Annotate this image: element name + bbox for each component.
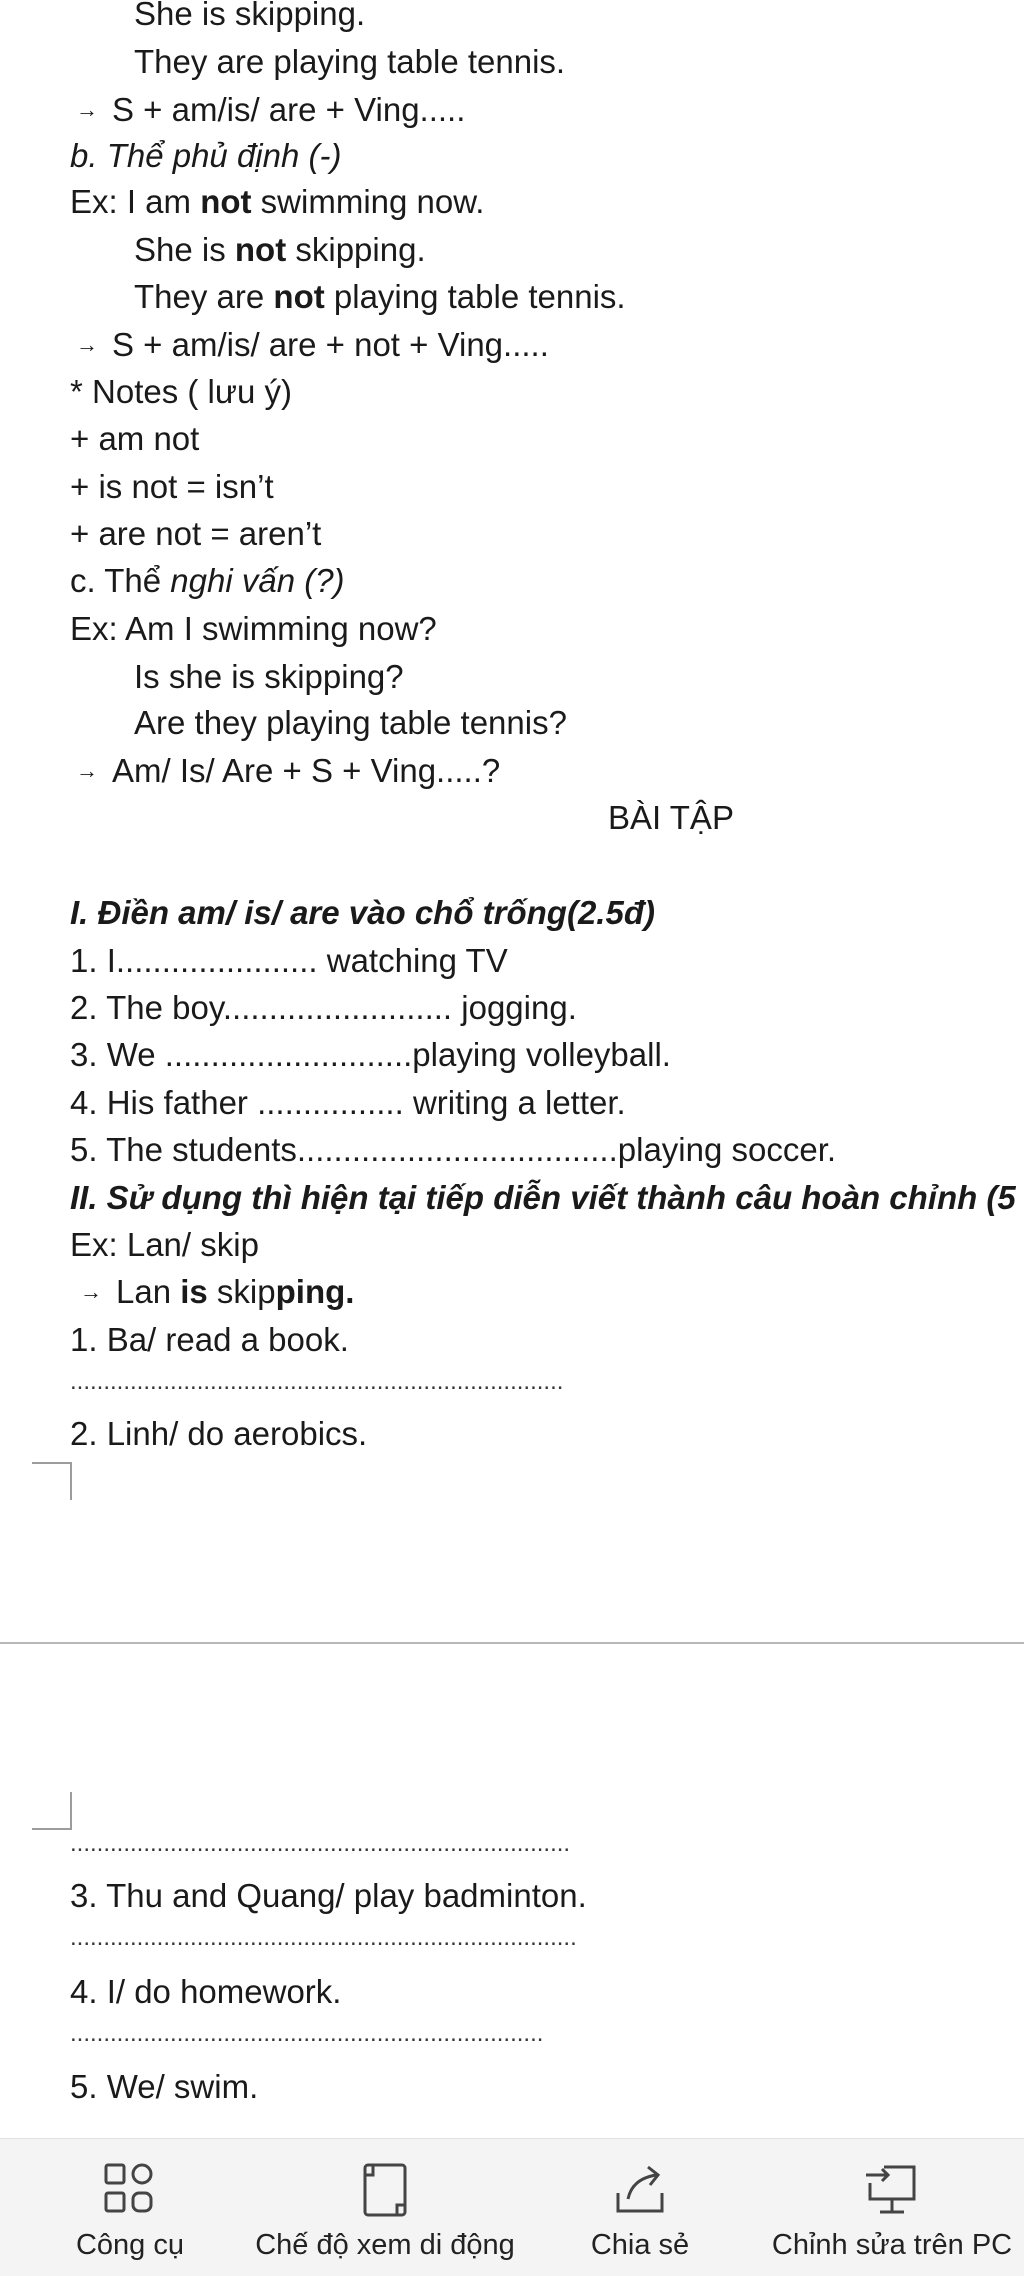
monitor-import-icon bbox=[862, 2159, 922, 2219]
question-item: 1. I...................... watching TV bbox=[70, 942, 508, 979]
question-item: 5. The students...................................playing soccer. bbox=[70, 1131, 837, 1168]
mobile-view-label: Chế độ xem di động bbox=[255, 2229, 515, 2261]
share-label: Chia sẻ bbox=[590, 2229, 690, 2261]
grid-shapes-icon bbox=[100, 2159, 160, 2219]
answer-dots: ....................................................................... bbox=[70, 2020, 544, 2047]
exercise-section-2: II. Sử dụng thì hiện tại tiếp diễn viết thành câu hoàn chỉnh (5 bbox=[70, 1179, 1016, 1216]
section-interrogative: c. Thể nghi vấn (?) bbox=[70, 562, 345, 599]
answer-dots: ........................................................................... bbox=[70, 1830, 571, 1857]
doc-line: She is skipping. bbox=[134, 0, 366, 32]
answer-dots: ............................................................................ bbox=[70, 1924, 577, 1951]
question-item: 4. I/ do homework. bbox=[70, 1973, 342, 2010]
doc-line: + are not = aren’t bbox=[70, 515, 322, 552]
doc-line: Ex: I am not swimming now. bbox=[70, 183, 485, 220]
arrow-icon: → bbox=[76, 758, 98, 784]
example-answer: → Lan is skipping. bbox=[80, 1273, 355, 1310]
doc-line: + am not bbox=[70, 420, 200, 457]
exercise-section-1: I. Điền am/ is/ are vào chổ trống(2.5đ) bbox=[70, 894, 655, 931]
page-break-divider bbox=[0, 1642, 1024, 1644]
exercise-heading: BÀI TẬP bbox=[608, 799, 734, 836]
notes-heading: * Notes ( lưu ý) bbox=[70, 373, 292, 410]
bottom-toolbar bbox=[0, 2138, 1024, 2276]
share-button[interactable] bbox=[560, 2139, 720, 2276]
formula-affirmative: → S + am/is/ are + Ving..... bbox=[76, 91, 466, 128]
tools-button[interactable] bbox=[40, 2139, 220, 2276]
doc-line: + is not = isn’t bbox=[70, 468, 274, 505]
doc-line: Ex: Am I swimming now? bbox=[70, 610, 437, 647]
doc-line: They are not playing table tennis. bbox=[134, 278, 626, 315]
question-item: 4. His father ................ writing a letter. bbox=[70, 1084, 626, 1121]
doc-line: Are they playing table tennis? bbox=[134, 704, 567, 741]
tools-label: Công cụ bbox=[75, 2229, 184, 2261]
arrow-icon: → bbox=[80, 1279, 102, 1305]
edit-on-pc-button[interactable] bbox=[760, 2139, 1024, 2276]
page-margin-mark bbox=[32, 1792, 72, 1830]
formula-interrogative: → Am/ Is/ Are + S + Ving.....? bbox=[76, 752, 501, 789]
example-line: Ex: Lan/ skip bbox=[70, 1226, 259, 1263]
frame-corners-icon bbox=[355, 2159, 415, 2219]
arrow-icon: → bbox=[76, 97, 98, 123]
question-item: 3. Thu and Quang/ play badminton. bbox=[70, 1877, 587, 1914]
answer-dots: .......................................................................... bbox=[70, 1368, 564, 1395]
arrow-icon: → bbox=[76, 332, 98, 358]
question-item: 5. We/ swim. bbox=[70, 2068, 259, 2105]
formula-negative: → S + am/is/ are + not + Ving..... bbox=[76, 326, 549, 363]
question-item: 3. We ...........................playing volleyball. bbox=[70, 1036, 671, 1073]
share-arrow-icon bbox=[610, 2159, 670, 2219]
doc-line: They are playing table tennis. bbox=[134, 43, 566, 80]
doc-line: Is she is skipping? bbox=[134, 658, 404, 695]
question-item: 1. Ba/ read a book. bbox=[70, 1321, 349, 1358]
section-negative: b. Thể phủ định (-) bbox=[70, 137, 342, 174]
mobile-view-button[interactable] bbox=[240, 2139, 530, 2276]
question-item: 2. Linh/ do aerobics. bbox=[70, 1415, 368, 1452]
doc-line: She is not skipping. bbox=[134, 231, 426, 268]
edit-on-pc-label: Chỉnh sửa trên PC bbox=[771, 2229, 1013, 2261]
page-margin-mark bbox=[32, 1462, 72, 1500]
question-item: 2. The boy......................... jogging. bbox=[70, 989, 577, 1026]
